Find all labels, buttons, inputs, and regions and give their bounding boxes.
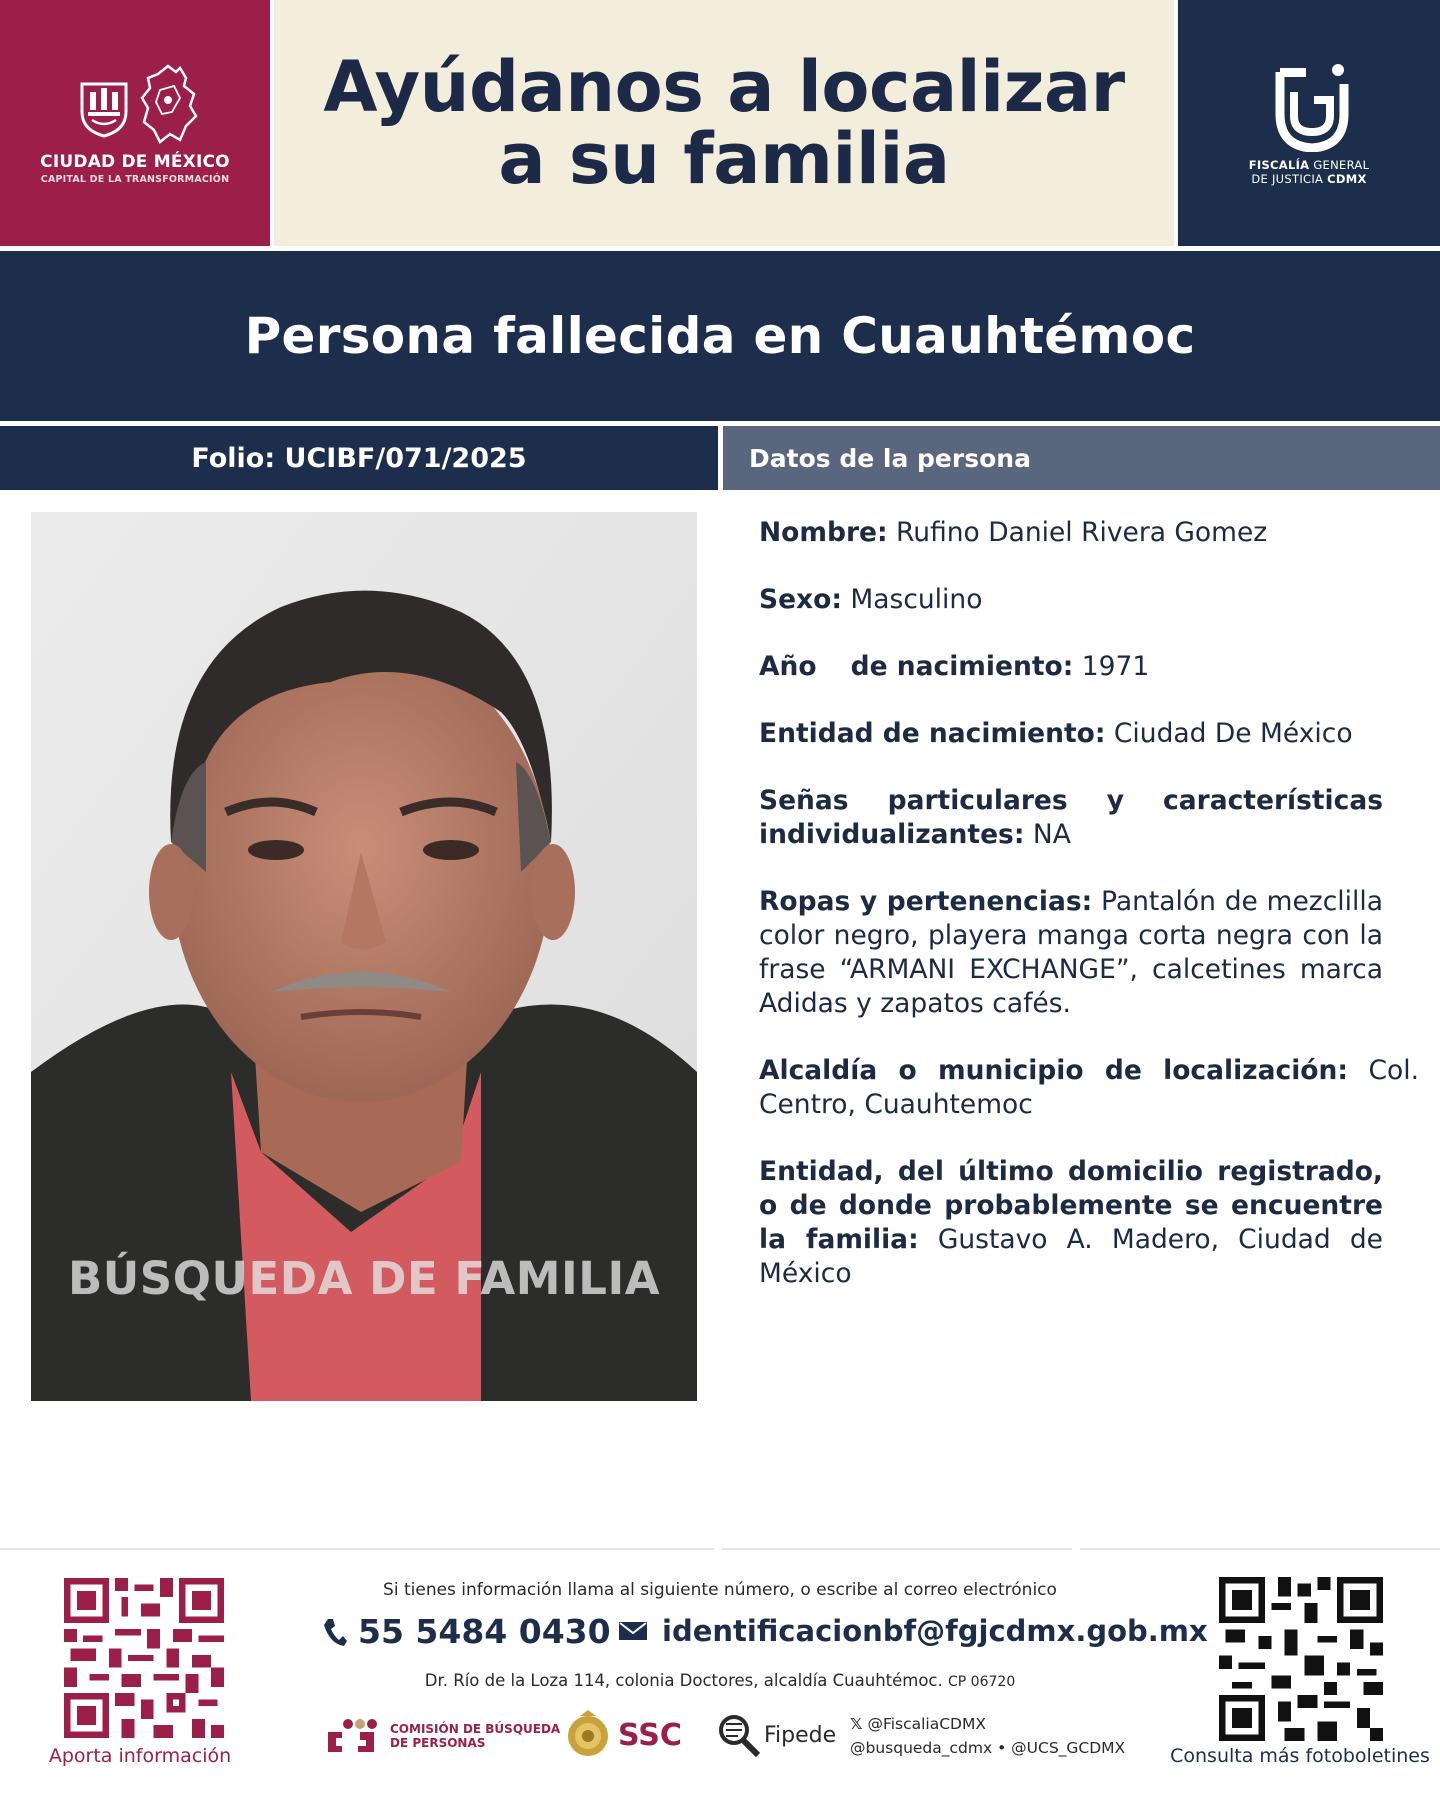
footer-divider: [0, 1548, 714, 1550]
entidad-label: Entidad de nacimiento:: [759, 718, 1106, 749]
cdmx-logo: [0, 0, 270, 246]
field-ropas: [759, 885, 1383, 1021]
ssc-badge-icon: [566, 1710, 610, 1760]
cdmx-logo-tagline: CAPITAL DE LA TRANSFORMACIÓN: [40, 174, 230, 185]
qr-code-icon[interactable]: [1219, 1577, 1383, 1741]
field-entidad: [759, 717, 1419, 751]
ropas-label: Ropas y pertenencias:: [759, 886, 1093, 917]
sexo-label: Sexo:: [759, 584, 842, 615]
field-alcaldia: [759, 1054, 1419, 1122]
other-handles[interactable]: @busqueda_cdmx • @UCS_GCDMX: [850, 1739, 1126, 1757]
person-photo: [31, 512, 697, 1401]
qr-right-caption[interactable]: Consulta más fotoboletines: [1170, 1745, 1430, 1767]
footer-divider: [722, 1548, 1072, 1550]
mail-icon: [618, 1621, 648, 1641]
phone-icon: [322, 1617, 348, 1647]
footer-divider: [1080, 1548, 1440, 1550]
fgj-logo-icon: [1272, 62, 1352, 152]
fgj-logo: [1178, 0, 1440, 246]
folio-bar: Folio: UCIBF/071/2025: [0, 426, 718, 490]
footer-email[interactable]: [618, 1614, 1208, 1648]
ssc-text: SSC: [618, 1717, 682, 1753]
ropas-value: Pantalón de mezclilla color negro, playera manga corta negra con la frase “ARMANI EXCHANGE”, calcetines marca Adidas y zapatos cafés.: [759, 886, 1383, 1019]
headline-line-1: Ayúdanos a localizar: [323, 46, 1125, 128]
footer-address: Dr. Río de la Loza 114, colonia Doctores, alcaldía Cuauhtémoc. CP 06720: [424, 1671, 1016, 1690]
ssc-logo: [566, 1710, 682, 1760]
entidad-value: Ciudad De México: [1113, 718, 1353, 749]
cdmx-logo-name: CIUDAD DE MÉXICO: [40, 152, 230, 172]
footer-phone[interactable]: [322, 1612, 611, 1651]
qr-left-caption[interactable]: Aporta información: [48, 1745, 232, 1767]
x-icon: 𝕏: [850, 1715, 863, 1733]
cdmx-emblem-icon: [78, 78, 130, 138]
photo-watermark: BÚSQUEDA DE FAMILIA: [67, 1252, 661, 1305]
headline-line-2: a su familia: [498, 118, 950, 200]
ultimo-label: Entidad, del último domicilio registrado, o de donde probablemente se encuentre la familia:: [759, 1156, 1383, 1255]
subtitle: Persona fallecida en Cuauhtémoc: [244, 307, 1196, 365]
field-sexo: [759, 583, 1419, 617]
fipede-logo: [716, 1712, 836, 1758]
cbp-logo: [326, 1718, 560, 1754]
anio-label-a: Año: [759, 651, 817, 682]
cbp-logo-icon: [326, 1718, 378, 1754]
nombre-value: Rufino Daniel Rivera Gomez: [896, 517, 1268, 548]
field-anio: [759, 650, 1419, 684]
person-details: [759, 516, 1419, 1324]
cbp-line-1: COMISIÓN DE BÚSQUEDA: [390, 1722, 561, 1736]
alcaldia-value: Col. Centro, Cuauhtemoc: [759, 1055, 1419, 1120]
cdmx-map-icon: [140, 64, 198, 144]
social-handles: [850, 1712, 1125, 1760]
nombre-label: Nombre:: [759, 517, 888, 548]
senas-label: Señas particulares y características individualizantes:: [759, 785, 1383, 850]
anio-value: 1971: [1081, 651, 1150, 682]
x-handle: @FiscaliaCDMX: [867, 1715, 986, 1733]
field-senas: [759, 784, 1383, 852]
section-title-bar: Datos de la persona: [723, 426, 1440, 490]
footer-info-line: Si tienes información llama al siguiente número, o escribe al correo electrónico: [383, 1580, 1057, 1600]
qr-code-icon[interactable]: [64, 1578, 224, 1738]
ultimo-value: Gustavo A. Madero, Ciudad de México: [759, 1224, 1383, 1289]
field-nombre: [759, 516, 1419, 550]
cbp-line-2: DE PERSONAS: [390, 1736, 486, 1750]
anio-label-b: de nacimiento:: [850, 651, 1074, 682]
fgj-logo-name: FISCALÍA GENERAL DE JUSTICIA CDMX: [1248, 158, 1370, 186]
fipede-search-icon: [716, 1712, 762, 1758]
subtitle-band: [0, 251, 1440, 421]
field-ultimo-domicilio: [759, 1155, 1383, 1291]
top-banner: [0, 0, 1440, 246]
email-address: identificacionbf@fgjcdmx.gob.mx: [662, 1614, 1208, 1648]
headline-panel: [274, 0, 1174, 246]
alcaldia-label: Alcaldía o municipio de localización:: [759, 1055, 1348, 1086]
senas-value: NA: [1032, 819, 1071, 850]
sexo-value: Masculino: [850, 584, 983, 615]
phone-number: 55 5484 0430: [358, 1612, 611, 1651]
x-handle-row[interactable]: [850, 1712, 1125, 1736]
fipede-text: Fipede: [764, 1722, 837, 1748]
